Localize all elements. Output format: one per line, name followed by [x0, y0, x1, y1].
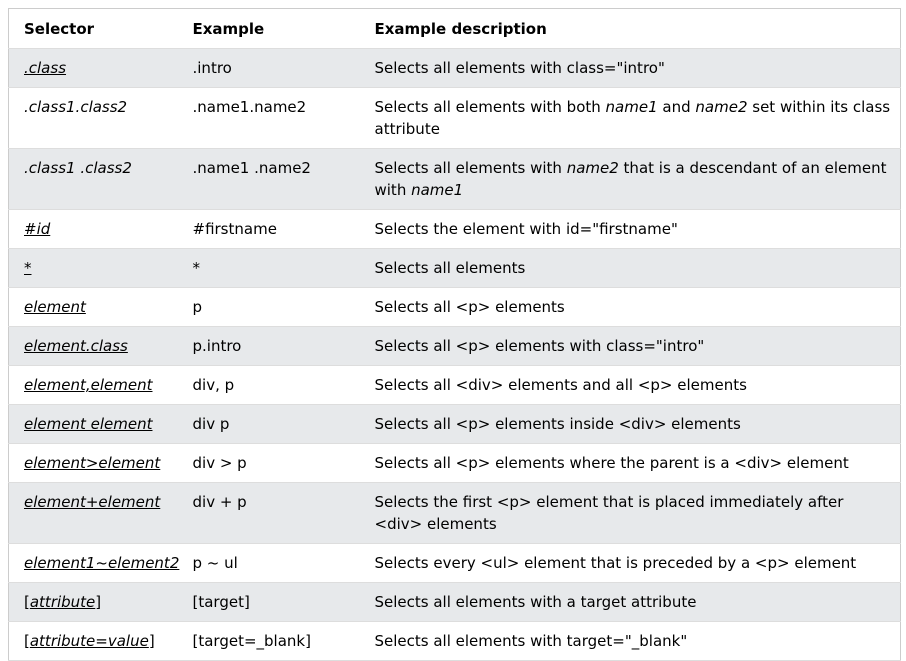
description-text: Selects all elements [374, 259, 526, 277]
example-cell: .intro [178, 49, 360, 88]
selector-link[interactable]: element [24, 298, 86, 316]
description-text: set within its class attribute [374, 98, 891, 138]
description-cell [360, 583, 901, 622]
selector-cell [9, 327, 178, 366]
css-selectors-table-container [8, 8, 900, 661]
description-cell [360, 288, 901, 327]
selector-link[interactable]: element+element [24, 493, 161, 511]
selector-cell [9, 49, 178, 88]
table-row [9, 583, 901, 622]
description-text: Selects the first <p> element that is placed immediately after <div> elements [374, 493, 844, 533]
selector-link[interactable]: * [24, 259, 32, 277]
description-text: Selects all elements with a target attribute [374, 593, 697, 611]
selector-cell [9, 583, 178, 622]
description-text: Selects all <p> elements inside <div> elements [374, 415, 741, 433]
description-cell [360, 49, 901, 88]
description-text: Selects all <p> elements where the parent is a <div> element [374, 454, 849, 472]
bracket-close: ] [148, 632, 155, 650]
description-text: Selects all <p> elements [374, 298, 565, 316]
example-cell: * [178, 249, 360, 288]
description-text: Selects the element with id="firstname" [374, 220, 678, 238]
header-selector: Selector [9, 9, 178, 49]
selector-cell [9, 622, 178, 661]
example-cell: div + p [178, 483, 360, 544]
description-cell [360, 444, 901, 483]
example-cell: p.intro [178, 327, 360, 366]
table-row [9, 288, 901, 327]
table-row [9, 444, 901, 483]
description-cell [360, 544, 901, 583]
description-text: Selects all elements with class="intro" [374, 59, 665, 77]
selector-cell [9, 288, 178, 327]
css-selectors-table [8, 8, 901, 661]
description-emphasis: name1 [605, 98, 658, 116]
description-text: Selects all elements with target="_blank" [374, 632, 688, 650]
description-text: and [657, 98, 696, 116]
description-text: Selects all <div> elements and all <p> elements [374, 376, 747, 394]
header-description: Example description [360, 9, 901, 49]
description-cell [360, 327, 901, 366]
table-body [9, 49, 901, 661]
example-cell: [target] [178, 583, 360, 622]
selector-link[interactable]: element>element [24, 454, 161, 472]
bracket-open: [ [24, 632, 30, 650]
selector-cell [9, 366, 178, 405]
table-row [9, 483, 901, 544]
description-text: Selects every <ul> element that is preceded by a <p> element [374, 554, 857, 572]
table-row [9, 622, 901, 661]
bracket-open: [ [24, 593, 30, 611]
description-cell [360, 405, 901, 444]
description-cell [360, 622, 901, 661]
table-header-row [9, 9, 901, 49]
example-cell: .name1 .name2 [178, 149, 360, 210]
selector-cell [9, 249, 178, 288]
table-row [9, 210, 901, 249]
example-cell: div > p [178, 444, 360, 483]
selector-cell [9, 444, 178, 483]
selector-link[interactable]: attribute=value [29, 632, 149, 650]
description-emphasis: name1 [411, 181, 464, 199]
table-row [9, 327, 901, 366]
example-cell: div, p [178, 366, 360, 405]
description-emphasis: name2 [566, 159, 619, 177]
selector-text: .class1.class2 [24, 98, 128, 116]
selector-link[interactable]: element,element [24, 376, 153, 394]
example-cell: div p [178, 405, 360, 444]
example-cell: p ~ ul [178, 544, 360, 583]
description-text: that is a descendant of an element with [374, 159, 887, 199]
description-text: Selects all elements with both [374, 98, 606, 116]
example-cell: [target=_blank] [178, 622, 360, 661]
example-cell: #firstname [178, 210, 360, 249]
selector-cell [9, 483, 178, 544]
description-cell [360, 483, 901, 544]
table-row [9, 88, 901, 149]
description-cell [360, 210, 901, 249]
selector-link[interactable]: element.class [24, 337, 128, 355]
selector-cell [9, 149, 178, 210]
table-row [9, 49, 901, 88]
table-row [9, 366, 901, 405]
description-text: Selects all elements with [374, 159, 567, 177]
description-emphasis: name2 [695, 98, 748, 116]
description-cell [360, 149, 901, 210]
description-cell [360, 366, 901, 405]
selector-text: .class1 .class2 [24, 159, 132, 177]
table-row [9, 149, 901, 210]
selector-link[interactable]: .class [24, 59, 67, 77]
selector-link[interactable]: element element [24, 415, 153, 433]
selector-cell [9, 544, 178, 583]
example-cell: p [178, 288, 360, 327]
table-row [9, 405, 901, 444]
selector-cell [9, 210, 178, 249]
selector-link[interactable]: #id [24, 220, 51, 238]
table-row [9, 249, 901, 288]
description-cell [360, 88, 901, 149]
selector-link[interactable]: element1~element2 [24, 554, 180, 572]
description-text: Selects all <p> elements with class="intro" [374, 337, 705, 355]
table-row [9, 544, 901, 583]
selector-link[interactable]: attribute [29, 593, 96, 611]
bracket-close: ] [95, 593, 102, 611]
example-cell: .name1.name2 [178, 88, 360, 149]
description-cell [360, 249, 901, 288]
header-example: Example [178, 9, 360, 49]
selector-cell [9, 88, 178, 149]
selector-cell [9, 405, 178, 444]
